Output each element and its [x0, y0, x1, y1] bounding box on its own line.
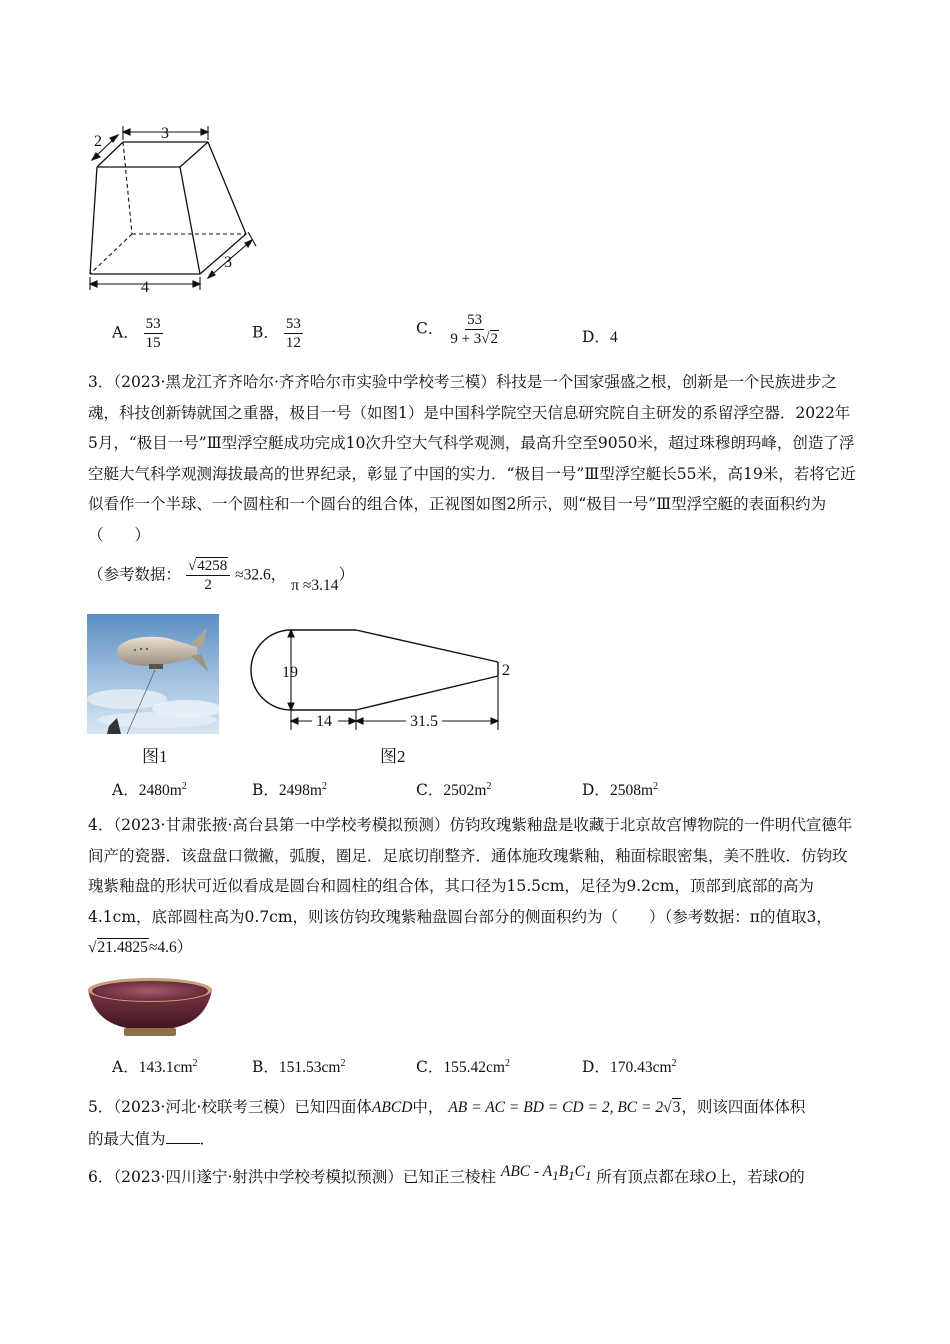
frustum-label-3-side: 3	[224, 254, 232, 271]
q4-option-a[interactable]: A．$143.1cm^2$	[112, 1057, 198, 1076]
q3-ref-fraction: $\frac{√4258}{2}$	[186, 558, 230, 593]
frustum-figure	[80, 122, 270, 298]
q3-option-c[interactable]: C．$2502m^2$	[416, 780, 492, 799]
frustum-label-3-top: 3	[161, 125, 169, 142]
q5-answer-blank[interactable]	[166, 1129, 200, 1144]
q4-option-b[interactable]: B．$151.53cm^2$	[252, 1057, 346, 1076]
q5-text: 5．（2023·河北·校联考三模）已知四面体ABCD中， AB = AC = BD = CD = 2, BC = 2√3，则该四面体体积 的最大值为 ．	[88, 1098, 806, 1148]
q2-option-b[interactable]: B． $\frac{53}{12}$	[252, 316, 301, 351]
q6-text: 6．（2023·四川遂宁·射洪中学校考模拟预测）已知正三棱柱 ABC - $A_1B_1C_1$ 所有顶点都在球O上，若球O的	[88, 1163, 805, 1186]
fig2-label-19: 19	[282, 664, 298, 681]
fig2-caption: 图2	[380, 747, 406, 766]
q4-option-c[interactable]: C．$155.42cm^2$	[416, 1057, 510, 1076]
fig2-label-2: 2	[502, 662, 510, 679]
fig1-caption: 图1	[142, 747, 168, 766]
bowl-photo	[86, 972, 214, 1040]
q3-option-b[interactable]: B．$2498m^2$	[252, 780, 327, 799]
q2-option-c[interactable]: C． $\frac{53}{9 + 3√2}$	[416, 312, 501, 347]
airship-front-view-diagram	[246, 624, 522, 736]
q3-option-d[interactable]: D．$2508m^2$	[582, 780, 658, 799]
q2-option-c-fraction: $\frac{53}{9 + 3√2}$	[450, 312, 499, 347]
fig2-label-31-5: 31.5	[410, 713, 438, 730]
q3-text: 3．（2023·黑龙江齐齐哈尔·齐齐哈尔市实验中学校考三模）科技是一个国家强盛之根，创新是一个民族进步之魂，科技创新铸就国之重器，极目一号（如图1）是中国科学院空天信息研究院自主研发的系留浮空器．2022年5月，“极目一号”Ⅲ型浮空艇成功完成10次升空大气科学观测，最高升空至9050米，超过珠穆朗玛峰，创造了浮空艇大气科学观测海拔最高的世界纪录，彰显了中国的实力．“极目一号”Ⅲ型浮空艇长55米，高19米，若将它近似看作一个半球、一个圆柱和一个圆台的组合体，正视图如图2所示，则“极目一号”Ⅲ型浮空艇的表面积约为（ ）	[88, 373, 856, 544]
frustum-label-4: 4	[141, 279, 149, 296]
q3-option-a[interactable]: A．$2480m^2$	[112, 780, 187, 799]
q4-option-d[interactable]: D．$170.43cm^2$	[582, 1057, 677, 1076]
q3-reference-data: （参考数据： $\frac{√4258}{2}$ ≈32.6， π ≈3.14）	[88, 558, 355, 594]
airship-photo	[87, 614, 219, 734]
fig2-label-14: 14	[316, 713, 332, 730]
q2-option-a-fraction: $\frac{53}{15}$	[145, 316, 161, 351]
q2-option-d[interactable]: D．4	[582, 328, 618, 346]
q2-option-b-fraction: $\frac{53}{12}$	[285, 316, 301, 351]
q2-option-a[interactable]: A． $\frac{53}{15}$	[112, 316, 161, 351]
q4-text: 4．（2023·甘肃张掖·高台县第一中学校考模拟预测）仿钧玫瑰紫釉盘是收藏于北京故宫博物院的一件明代宣德年间产的瓷器．该盘盘口微撇，弧腹，圈足．足底切削整齐．通体施玫瑰紫釉，釉面棕眼密集，美不胜收．仿钧玫瑰紫釉盘的形状可近似看成是圆台和圆柱的组合体，其口径为15.5cm，足径为9.2cm，顶部到底部的高为4.1cm，底部圆柱高为0.7cm，则该仿钧玫瑰紫釉盘圆台部分的侧面积约为（ ）（参考数据：π的值取3，√21.4825≈4.6）	[88, 816, 853, 956]
frustum-label-2: 2	[94, 133, 102, 150]
